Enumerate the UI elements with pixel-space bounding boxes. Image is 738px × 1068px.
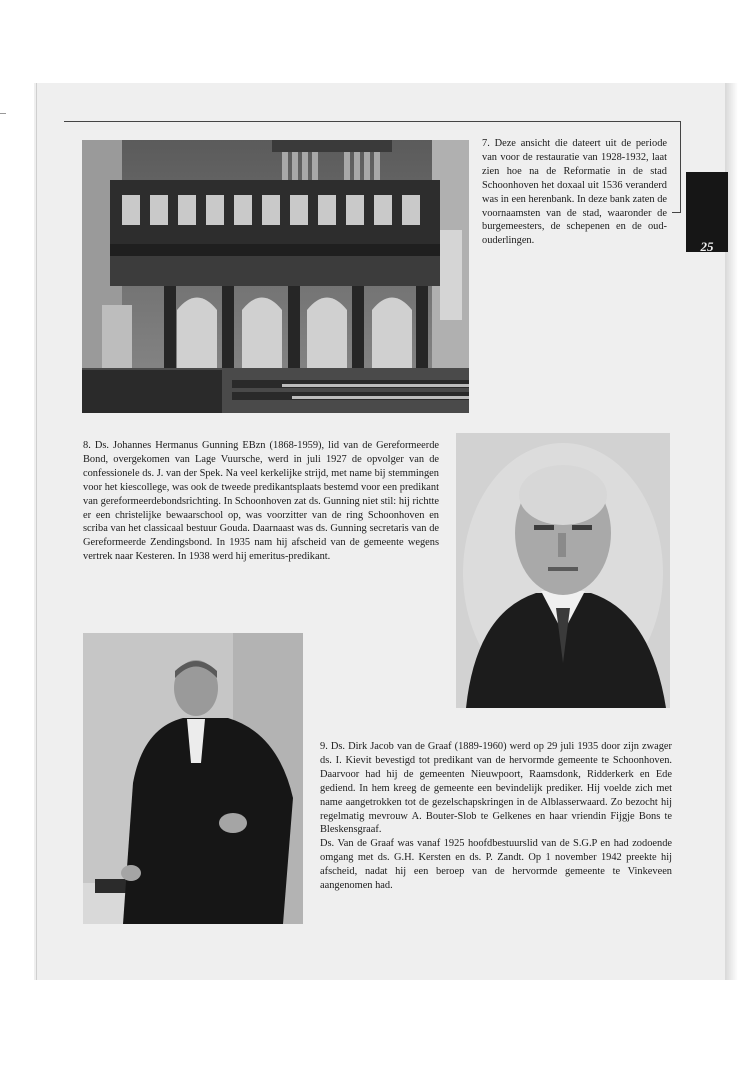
photo-church-interior [82,140,469,413]
caption-7 [482,137,667,248]
photo-portrait-gunning [456,433,670,708]
photo-portrait-van-de-graaf [83,633,303,924]
caption-9-paragraph-1: 9. Ds. Dirk Jacob van de Graaf (1889-1960) werd op 29 juli 1935 door zijn zwager ds. I. Kievit bevestigd tot predikant van de hervormde gemeente te Schoonhoven. Daarvoor had hij de gemeenten Nieuwpoort, Raamsdonk, Ridderkerk en Ede gediend. In hem kreeg de gemeente een bevindelijk prediker. Hij voelde zich met name aangetrokken tot de gezelschapskringen in de Alblasserwaard. Zo bezocht hij regelmatig mevrouw A. Bouter-Slob te Gelkenes en haar vriendin Fijgje Bons te Bleskensgraaf. [320,741,672,836]
header-rule-tick [672,212,681,213]
caption-8 [83,439,439,564]
caption-7-text: 7. Deze ansicht die dateert uit de periode van voor de restauratie van 1928-1932, laat zien hoe na de Reformatie in de stad Schoonhoven het doxaal uit 1536 veranderd was in een herenbank. In deze bank zaten de voornaamsten van de stad, waaronder de burgemeesters, de schepenen en de oud-ouderlingen. [482,138,667,247]
page-number: 25 [700,239,714,254]
header-rule-right [680,121,681,213]
caption-9 [320,740,672,893]
header-rule [64,121,680,122]
caption-9-paragraph-2: Ds. Van de Graaf was vanaf 1925 hoofdbestuurslid van de S.G.P en had zodoende omgang met ds. G.H. Kersten en ds. P. Zandt. Op 1 november 1942 preekte hij afscheid, nadat hij een beroep van de hervormde gemeente te Vinkeveen aangenomen had. [320,838,672,892]
margin-mark [0,113,6,114]
gutter-line [36,83,37,980]
caption-8-text: 8. Ds. Johannes Hermanus Gunning EBzn (1868-1959), lid van de Gereformeerde Bond, overgekomen van Lage Vuursche, werd in juli 1927 de opvolger van de confessionele ds. J. van der Spek. Na veel kerkelijke strijd, met name bij stemmingen voor het kiescollege, was ook de tweede predikantsplaats bestemd voor een predikant van gereformeerdebondsrichting. In Schoonhoven zat ds. Gunning niet stil: hij richtte er een christelijke bewaarschool op, was voorzitter van de ring Schoonhoven en scriba van het classicaal bestuur Gouda. Daarnaast was ds. Gunning secretaris van de Gereformeerde Zendingsbond. In 1935 nam hij afscheid van de gemeente wegens vertrek naar Kesteren. In 1938 werd hij emeritus-predikant. [83,440,439,563]
